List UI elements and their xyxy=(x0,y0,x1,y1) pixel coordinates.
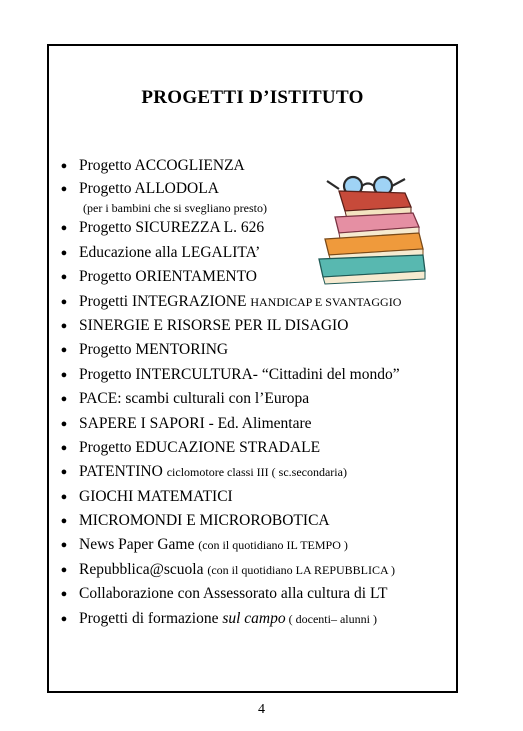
item-label: SAPERE I SAPORI - Ed. Alimentare xyxy=(79,414,312,432)
item-label-small: (con il quotidiano IL TEMPO ) xyxy=(198,538,348,553)
item-label: PACE: scambi culturali con l’Europa xyxy=(79,390,310,408)
bullet-icon: ● xyxy=(60,490,68,503)
item-label: News Paper Game xyxy=(79,536,199,554)
bullet-icon: ● xyxy=(60,295,68,308)
item-label: Progetto ACCOGLIENZA xyxy=(79,157,245,174)
page-title: PROGETTI D’ISTITUTO xyxy=(141,87,364,108)
item-label: Progetto ORIENTAMENTO xyxy=(79,268,258,286)
list-item xyxy=(58,290,453,314)
item-label-small: ( docenti– alunni ) xyxy=(285,611,377,626)
list-item xyxy=(58,216,453,240)
item-label-small: (con il quotidiano LA REPUBBLICA ) xyxy=(207,562,396,577)
item-label-small: HANDICAP E SVANTAGGIO xyxy=(250,294,402,309)
bullet-icon: ● xyxy=(60,246,68,259)
item-label: Progetto ALLODOLA xyxy=(79,180,219,198)
bullet-icon: ● xyxy=(60,539,68,552)
page-frame xyxy=(47,44,458,693)
list-item xyxy=(58,558,453,582)
bullet-icon: ● xyxy=(60,588,68,601)
list-item xyxy=(58,436,453,460)
list-item xyxy=(58,509,453,533)
item-label: Progetto MENTORING xyxy=(79,341,229,359)
list-item xyxy=(58,460,453,484)
item-label: MICROMONDI E MICROROBOTICA xyxy=(79,512,330,530)
bullet-icon: ● xyxy=(60,393,68,406)
list-item xyxy=(58,338,453,362)
bullet-icon: ● xyxy=(60,515,68,528)
list-item xyxy=(58,387,453,411)
item-label-small: ciclomotore classi III ( sc.secondaria) xyxy=(166,465,347,480)
list-item xyxy=(58,265,453,289)
bullet-icon: ● xyxy=(60,183,68,196)
list-item xyxy=(58,178,453,216)
bullet-icon: ● xyxy=(60,160,68,172)
item-label-italic: sul campo xyxy=(222,609,286,627)
bullet-icon: ● xyxy=(60,563,68,576)
bullet-icon: ● xyxy=(60,319,68,332)
bullet-icon: ● xyxy=(60,612,68,625)
bullet-icon: ● xyxy=(60,466,68,479)
item-label: Collaborazione con Assessorato alla cultura di LT xyxy=(79,585,388,603)
item-label: PATENTINO xyxy=(79,463,167,481)
bullet-icon: ● xyxy=(60,222,68,235)
list-item xyxy=(58,363,453,387)
item-label: GIOCHI MATEMATICI xyxy=(79,487,233,505)
bullet-icon: ● xyxy=(60,344,68,357)
item-label: Progetto EDUCAZIONE STRADALE xyxy=(79,438,321,456)
bullet-icon: ● xyxy=(60,271,68,284)
item-label: Progetti INTEGRAZIONE xyxy=(79,292,251,310)
list-item xyxy=(58,241,453,265)
bullet-icon: ● xyxy=(60,441,68,454)
list-item xyxy=(58,485,453,509)
project-list xyxy=(58,154,453,631)
list-item xyxy=(58,154,453,178)
list-item xyxy=(58,314,453,338)
item-note: (per i bambini che si svegliano presto) xyxy=(83,201,267,216)
list-item xyxy=(58,607,453,631)
item-label: Progetto SICUREZZA L. 626 xyxy=(79,219,265,237)
bullet-icon: ● xyxy=(60,368,68,381)
item-label: Educazione alla LEGALITA’ xyxy=(79,243,261,261)
item-label: Progetto INTERCULTURA- “Cittadini del mondo” xyxy=(79,365,400,383)
item-label: Repubblica@scuola xyxy=(79,560,208,578)
list-item xyxy=(58,582,453,606)
page-number: 4 xyxy=(258,702,265,717)
list-item xyxy=(58,412,453,436)
list-item xyxy=(58,533,453,557)
item-label: SINERGIE E RISORSE PER IL DISAGIO xyxy=(79,316,349,334)
bullet-icon: ● xyxy=(60,417,68,430)
item-label: Progetti di formazione xyxy=(79,609,223,627)
